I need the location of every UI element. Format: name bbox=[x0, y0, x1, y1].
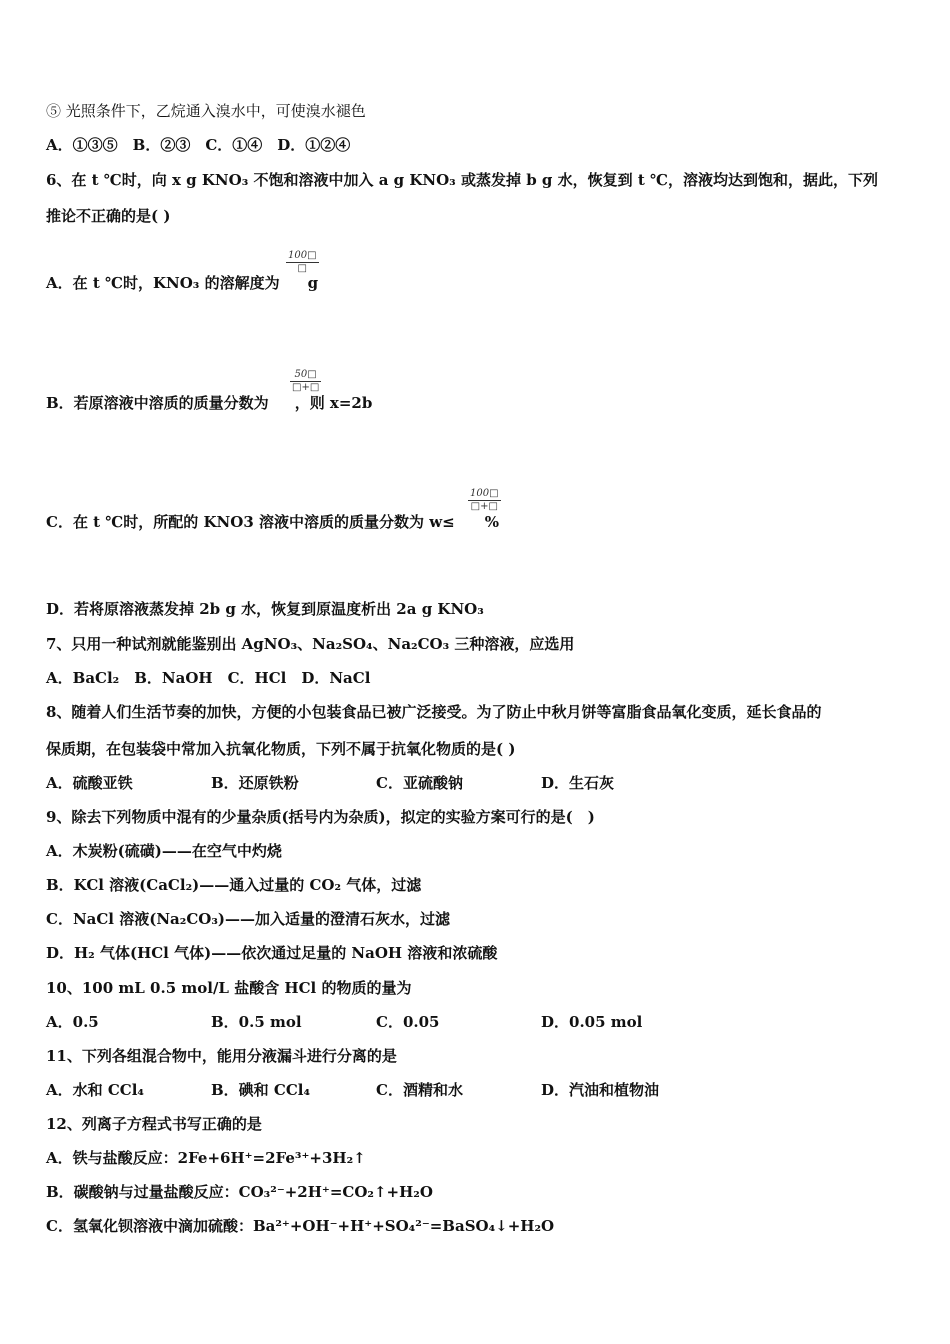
fraction-b bbox=[290, 369, 321, 394]
q8-option-b: B．还原铁粉 bbox=[211, 774, 299, 792]
q6-stem-1: 6、在 t ℃时，向 x g KNO₃ 不饱和溶液中加入 a g KNO₃ 或蒸发掉 b g 水，恢复到 t ℃，溶液均达到饱和，据此，下列 bbox=[46, 171, 878, 189]
q6-option-b bbox=[46, 393, 372, 413]
q12-option-b: B．碳酸钠与过量盐酸反应：CO₃²⁻+2H⁺=CO₂↑+H₂O bbox=[46, 1183, 433, 1201]
q11-option-c: C．酒精和水 bbox=[376, 1081, 463, 1099]
q11-options bbox=[46, 1080, 906, 1100]
q11-stem: 11、下列各组混合物中，能用分液漏斗进行分离的是 bbox=[46, 1047, 397, 1065]
q9-option-b: B．KCl 溶液(CaCl₂)——通入过量的 CO₂ 气体，过滤 bbox=[46, 876, 422, 894]
q8-options bbox=[46, 773, 906, 793]
fraction-b-denominator: □+□ bbox=[292, 382, 320, 393]
q9-stem: 9、除去下列物质中混有的少量杂质(括号内为杂质)，拟定的实验方案可行的是( ) bbox=[46, 808, 595, 826]
q6-option-c bbox=[46, 512, 499, 532]
q10-stem: 10、100 mL 0.5 mol/L 盐酸含 HCl 的物质的量为 bbox=[46, 979, 412, 997]
q12-stem: 12、列离子方程式书写正确的是 bbox=[46, 1115, 262, 1133]
q6-stem-2: 推论不正确的是( ) bbox=[46, 207, 171, 225]
fraction-c-numerator: 100□ bbox=[470, 488, 499, 499]
q11-option-b: B．碘和 CCl₄ bbox=[211, 1081, 311, 1099]
q8-stem-2: 保质期，在包装袋中常加入抗氧化物质，下列不属于抗氧化物质的是( ) bbox=[46, 740, 516, 758]
q10-option-d: D．0.05 mol bbox=[541, 1013, 643, 1031]
q10-option-b: B．0.5 mol bbox=[211, 1013, 302, 1031]
q12-option-a: A．铁与盐酸反应：2Fe+6H⁺=2Fe³⁺+3H₂↑ bbox=[46, 1149, 366, 1167]
q6-option-b-tail: ，则 x=2b bbox=[294, 394, 373, 412]
q10-option-c: C．0.05 bbox=[376, 1013, 440, 1031]
q6-option-c-unit: % bbox=[484, 513, 499, 531]
q8-option-c: C．亚硫酸钠 bbox=[376, 774, 463, 792]
q6-option-a-text: A．在 t ℃时，KNO₃ 的溶解度为 bbox=[46, 274, 280, 292]
q7-stem: 7、只用一种试剂就能鉴别出 AgNO₃、Na₂SO₄、Na₂CO₃ 三种溶液，应选用 bbox=[46, 635, 575, 653]
fraction-c bbox=[468, 488, 501, 513]
line-1-options: A．①③⑤ B．②③ C．①④ D．①②④ bbox=[46, 136, 351, 154]
q10-options bbox=[46, 1012, 906, 1032]
q11-option-d: D．汽油和植物油 bbox=[541, 1081, 660, 1099]
q6-option-c-text: C．在 t ℃时，所配的 KNO3 溶液中溶质的质量分数为 w≤ bbox=[46, 513, 455, 531]
q8-option-a: A．硫酸亚铁 bbox=[46, 774, 133, 792]
fraction-a-denominator: □ bbox=[297, 263, 307, 274]
q6-option-d: D．若将原溶液蒸发掉 2b g 水，恢复到原温度析出 2a g KNO₃ bbox=[46, 600, 484, 618]
q9-option-d: D．H₂ 气体(HCl 气体)——依次通过足量的 NaOH 溶液和浓硫酸 bbox=[46, 944, 498, 962]
q9-option-c: C．NaCl 溶液(Na₂CO₃)——加入适量的澄清石灰水，过滤 bbox=[46, 910, 450, 928]
fraction-a bbox=[286, 250, 319, 275]
fraction-c-denominator: □+□ bbox=[470, 501, 498, 512]
line-0: ⑤ 光照条件下，乙烷通入溴水中，可使溴水褪色 bbox=[46, 102, 366, 120]
q12-option-c: C．氢氧化钡溶液中滴加硫酸：Ba²⁺+OH⁻+H⁺+SO₄²⁻=BaSO₄↓+H₂O bbox=[46, 1217, 555, 1235]
q6-option-a bbox=[46, 273, 318, 293]
q11-option-a: A．水和 CCl₄ bbox=[46, 1081, 145, 1099]
fraction-b-numerator: 50□ bbox=[290, 369, 321, 382]
q9-option-a: A．木炭粉(硫磺)——在空气中灼烧 bbox=[46, 842, 282, 860]
fraction-a-numerator: 100□ bbox=[288, 250, 317, 261]
q6-option-b-text: B．若原溶液中溶质的质量分数为 bbox=[46, 394, 269, 412]
q7-options: A．BaCl₂ B．NaOH C．HCl D．NaCl bbox=[46, 669, 371, 687]
q8-stem-1: 8、随着人们生活节奏的加快，方便的小包装食品已被广泛接受。为了防止中秋月饼等富脂食品氧化变质，延长食品的 bbox=[46, 703, 822, 721]
q8-option-d: D．生石灰 bbox=[541, 774, 615, 792]
q6-option-a-unit: g bbox=[307, 274, 319, 292]
q10-option-a: A．0.5 bbox=[46, 1013, 99, 1031]
